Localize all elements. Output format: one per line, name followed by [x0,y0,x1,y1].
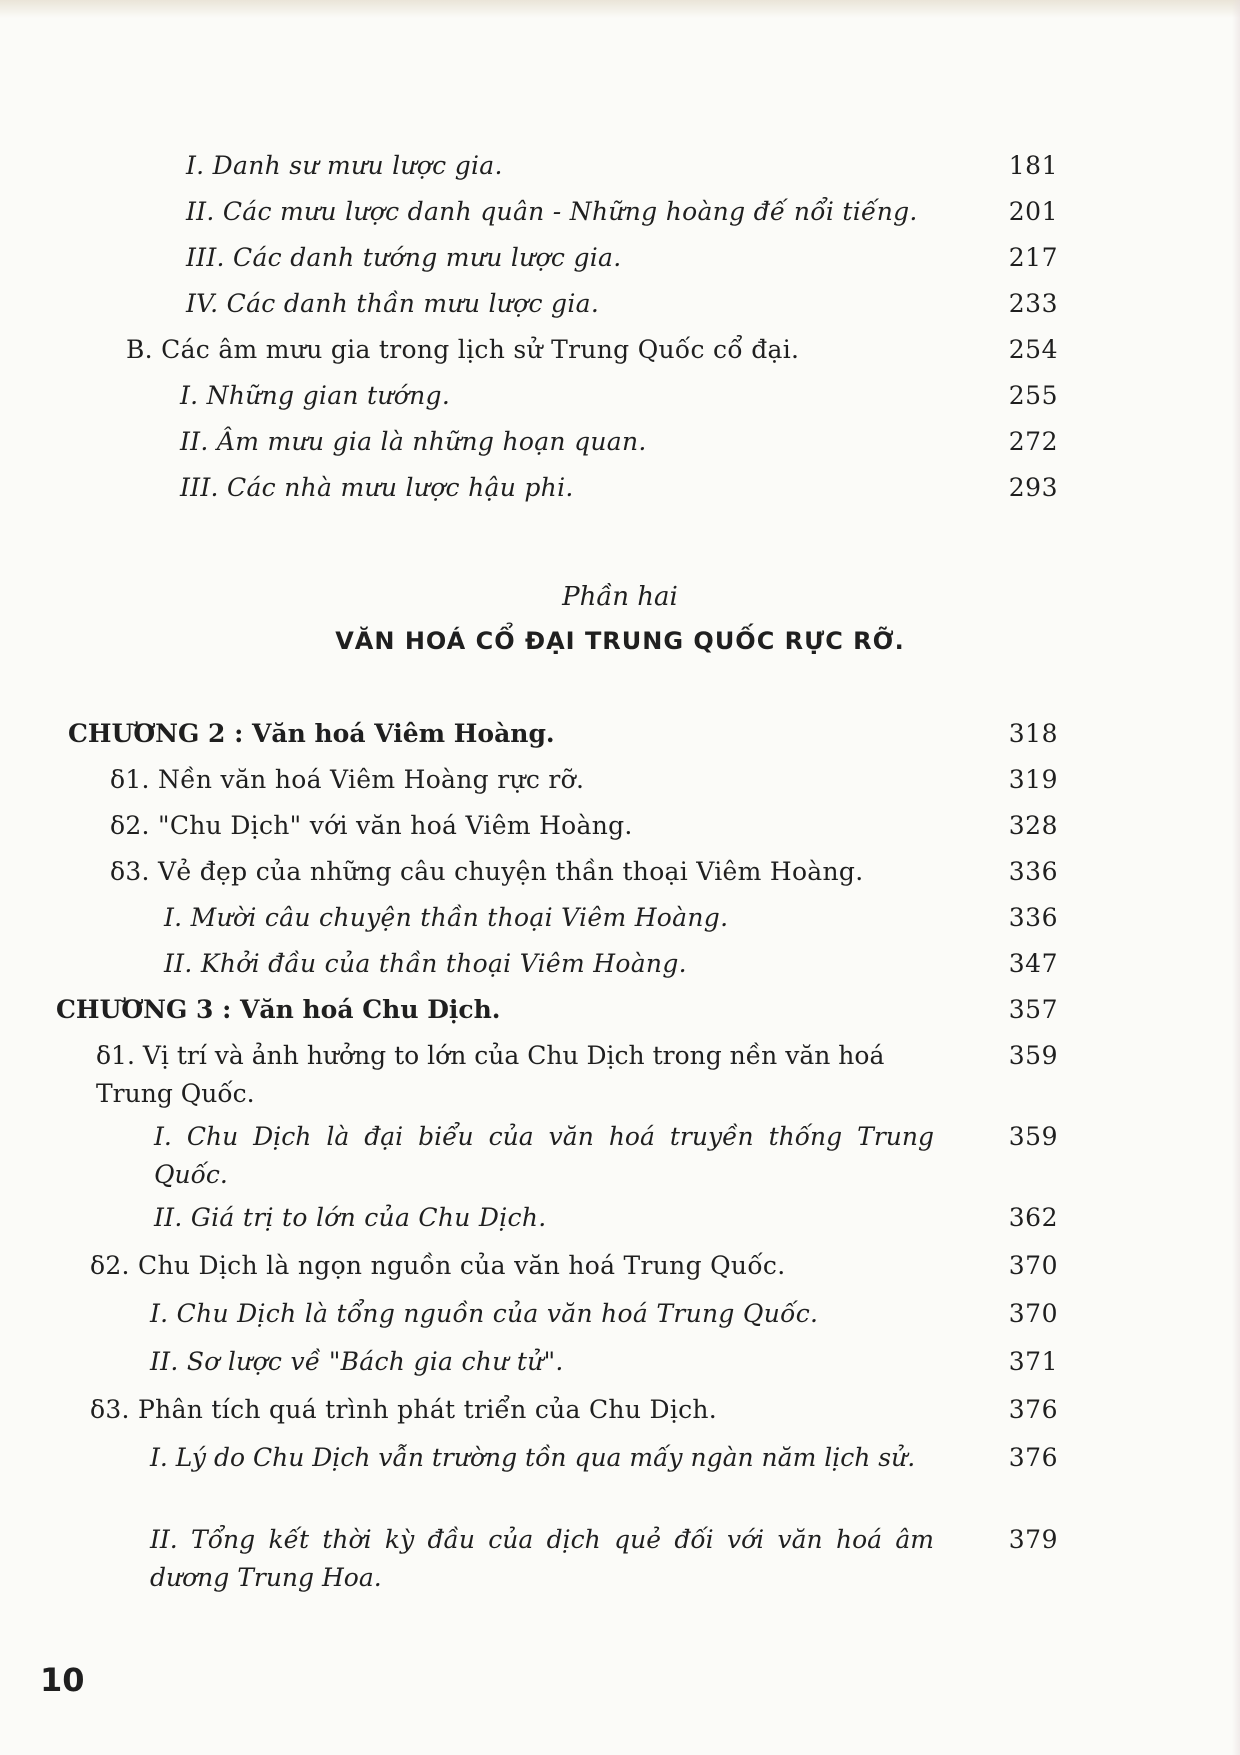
toc-entry [0,144,1240,188]
toc-entry-title: II. Tổng kết thời kỳ đầu của dịch quẻ đối với văn hoá âm dương Trung Hoa. [150,1525,934,1592]
chapter-heading [0,712,1240,756]
toc-entry-title: I. Chu Dịch là đại biểu của văn hoá truyền thống Trung Quốc. [154,1122,934,1189]
toc-entry-title: δ1. Vị trí và ảnh hưởng to lớn của Chu Dịch trong nền văn hoá Trung Quốc. [96,1041,885,1108]
toc-entry [0,1388,1240,1432]
toc-entry-page: 370 [1008,1299,1058,1328]
toc-entry-title: II. Sơ lược về "Bách gia chư tử". [150,1347,564,1376]
toc-entry [0,1196,1240,1240]
toc-entry-page: 201 [1008,197,1058,226]
toc-entry-title: IV. Các danh thần mưu lược gia. [186,289,600,318]
chapter-title: CHƯƠNG 2 : Văn hoá Viêm Hoàng. [68,719,555,748]
toc-entry-title: δ3. Phân tích quá trình phát triển của Chu Dịch. [90,1395,718,1424]
toc-entry [0,1034,1240,1114]
toc-entry-title: δ2. "Chu Dịch" với văn hoá Viêm Hoàng. [110,811,633,840]
toc-entry-page: 359 [1008,1122,1058,1151]
toc-entry [0,804,1240,848]
toc-entry-page: 255 [1008,381,1058,410]
toc-entry [0,942,1240,986]
toc-entry-title: I. Mười câu chuyện thần thoại Viêm Hoàng. [164,903,729,932]
chapter-title: CHƯƠNG 3 : Văn hoá Chu Dịch. [56,995,501,1024]
toc-entry [0,236,1240,280]
toc-entry [0,1518,1240,1598]
toc-entry-page: 233 [1008,289,1058,318]
toc-entry [0,850,1240,894]
toc-entry-page: 359 [1008,1041,1058,1070]
toc-entry-page: 362 [1008,1203,1058,1232]
toc-entry-title: III. Các danh tướng mưu lược gia. [186,243,622,272]
toc-entry [0,328,1240,372]
toc-entry [0,420,1240,464]
toc-entry-title: III. Các nhà mưu lược hậu phi. [180,473,574,502]
toc-entry-page: 181 [1008,151,1058,180]
toc-entry [0,896,1240,940]
page-number: 10 [40,1661,85,1699]
toc-entry [0,190,1240,234]
toc-entry-title: I. Danh sư mưu lược gia. [186,151,503,180]
toc-entry [0,758,1240,802]
toc-entry-page: 379 [1008,1525,1058,1554]
toc-entry-page: 376 [1008,1395,1058,1424]
toc-entry-title: II. Giá trị to lớn của Chu Dịch. [154,1203,547,1232]
toc-entry-page: 336 [1008,857,1058,886]
toc-entry [0,1436,1240,1516]
chapter-page: 357 [1008,995,1058,1024]
toc-entry-page: 328 [1008,811,1058,840]
part-label: Phần hai [562,582,678,612]
toc-entry [0,282,1240,326]
toc-entry-title: II. Các mưu lược danh quân - Những hoàng đế nổi tiếng. [186,197,918,226]
toc-entry-page: 370 [1008,1251,1058,1280]
toc-entry-page: 376 [1008,1443,1058,1472]
toc-entry [0,374,1240,418]
toc-entry [0,466,1240,510]
toc-entry-title: I. Lý do Chu Dịch vẫn trường tồn qua mấy ngàn năm lịch sử. [150,1443,916,1472]
toc-entry-page: 217 [1008,243,1058,272]
toc-entry-page: 293 [1008,473,1058,502]
toc-entry [0,1292,1240,1336]
toc-entry-title: B. Các âm mưu gia trong lịch sử Trung Quốc cổ đại. [126,335,800,364]
toc-entry-page: 347 [1008,949,1058,978]
part-title: VĂN HOÁ CỔ ĐẠI TRUNG QUỐC RỰC RỠ. [335,627,905,655]
chapter-page: 318 [1008,719,1058,748]
toc-entry-title: I. Những gian tướng. [180,381,451,410]
toc-entry-page: 336 [1008,903,1058,932]
toc-entry-title: I. Chu Dịch là tổng nguồn của văn hoá Trung Quốc. [150,1299,819,1328]
toc-entry [0,1115,1240,1195]
toc-entry-page: 254 [1008,335,1058,364]
toc-entry-title: II. Âm mưu gia là những hoạn quan. [180,427,647,456]
toc-entry [0,1244,1240,1288]
toc-entry-page: 319 [1008,765,1058,794]
chapter-heading [0,988,1240,1032]
toc-entry-title: δ1. Nền văn hoá Viêm Hoàng rực rỡ. [110,765,585,794]
toc-entry-title: δ3. Vẻ đẹp của những câu chuyện thần thoại Viêm Hoàng. [110,857,864,886]
toc-entry-page: 272 [1008,427,1058,456]
toc-entry-page: 371 [1008,1347,1058,1376]
toc-entry [0,1340,1240,1384]
toc-entry-title: δ2. Chu Dịch là ngọn nguồn của văn hoá Trung Quốc. [90,1251,786,1280]
toc-entry-title: II. Khởi đầu của thần thoại Viêm Hoàng. [164,949,687,978]
